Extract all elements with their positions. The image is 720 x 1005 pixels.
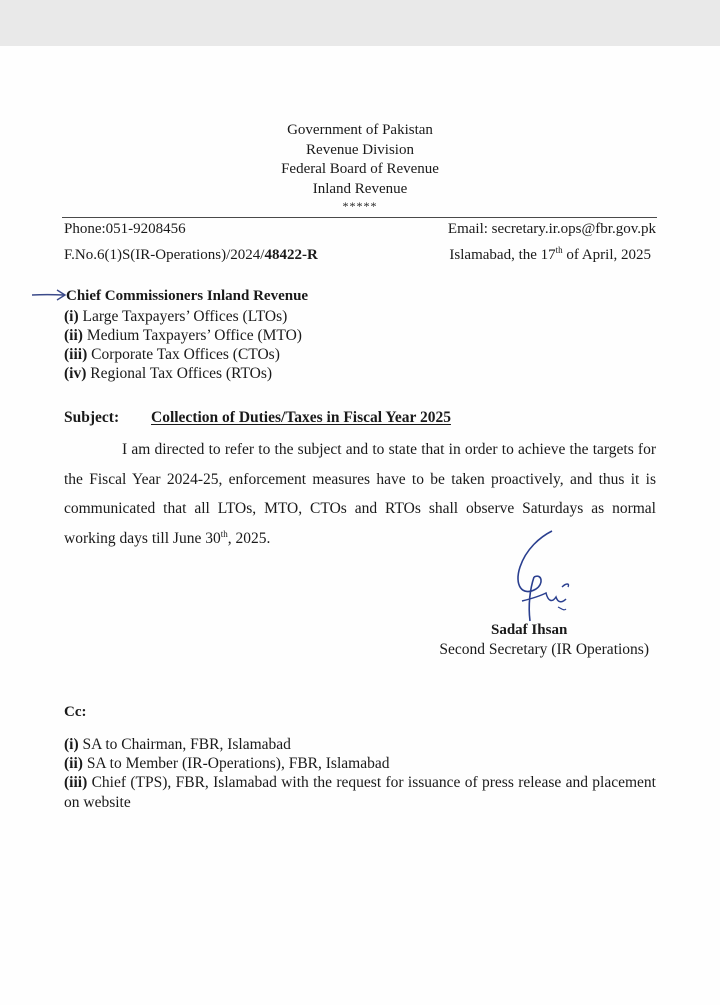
top-bar [0, 0, 720, 46]
subject-underlined: Collection of Duties/Taxes in Fiscal Year 2025 [151, 409, 451, 426]
date-prefix: Islamabad, the 17 [449, 247, 556, 263]
cc-item [64, 773, 656, 813]
cc-label: Cc: [64, 704, 87, 720]
letter-date [449, 247, 651, 264]
cc-item [64, 755, 389, 773]
header-government: Government of Pakistan [287, 122, 433, 138]
handwritten-arrow-icon [30, 288, 70, 302]
addressee-item-text: Large Taxpayers’ Offices (LTOs) [78, 308, 288, 325]
phone-number: Phone:051-9208456 [64, 221, 186, 237]
body-end: , 2025. [227, 529, 271, 547]
addressee-item-text: Medium Taxpayers’ Office (MTO) [82, 327, 302, 344]
header-division: Revenue Division [306, 142, 414, 158]
signatory-name: Sadaf Ihsan [491, 622, 568, 638]
header-inland-revenue: Inland Revenue [312, 181, 408, 197]
header-rule [62, 217, 657, 218]
cc-item-text: SA to Chairman, FBR, Islamabad [78, 736, 291, 753]
letter-page [0, 46, 720, 1005]
addressee-item [64, 308, 287, 326]
body-text: I am directed to refer to the subject and to state that in order to achieve the targets for the Fiscal Year 2024-25, enforcement measures have to be taken proactively, and thus it is communicated that all LTOs, MTO, CTOs and RTOs shall observe Saturdays as normal working days till June 30 [64, 441, 656, 547]
date-sup: th [555, 245, 563, 255]
addressee-item [64, 346, 280, 364]
header-fbr: Federal Board of Revenue [281, 161, 439, 177]
addressee-title: Chief Commissioners Inland Revenue [66, 288, 309, 304]
body-sup: th [220, 528, 228, 539]
file-number-bold: 48422-R [264, 247, 318, 263]
cc-item-text: Chief (TPS), FBR, Islamabad with the request for issuance of press release and placement on website [64, 774, 656, 811]
addressee-item-text: Corporate Tax Offices (CTOs) [87, 346, 280, 363]
addressee-item-num: (i) [64, 308, 79, 325]
header-stars: ***** [342, 199, 378, 213]
addressee-item-num: (ii) [64, 327, 83, 344]
addressee-item-num: (iii) [64, 346, 88, 363]
signatory-designation: Second Secretary (IR Operations) [439, 641, 649, 658]
cc-item [64, 736, 291, 754]
cc-item-text: SA to Member (IR-Operations), FBR, Islamabad [82, 755, 390, 772]
addressee-item-num: (iv) [64, 365, 87, 382]
file-number-prefix: F.No.6(1)S(IR-Operations)/2024/ [64, 247, 265, 263]
signature-image [500, 529, 590, 629]
addressee-item [64, 365, 272, 383]
cc-item-num: (ii) [64, 755, 83, 772]
file-number [64, 247, 318, 264]
email-address: Email: secretary.ir.ops@fbr.gov.pk [447, 221, 656, 237]
addressee-item [64, 327, 302, 345]
subject-label: Subject: [64, 409, 120, 426]
cc-item-num: (i) [64, 736, 79, 753]
addressee-item-text: Regional Tax Offices (RTOs) [86, 365, 273, 382]
subject-text [151, 409, 451, 427]
cc-item-num: (iii) [64, 774, 88, 791]
date-suffix: of April, 2025 [562, 247, 651, 263]
